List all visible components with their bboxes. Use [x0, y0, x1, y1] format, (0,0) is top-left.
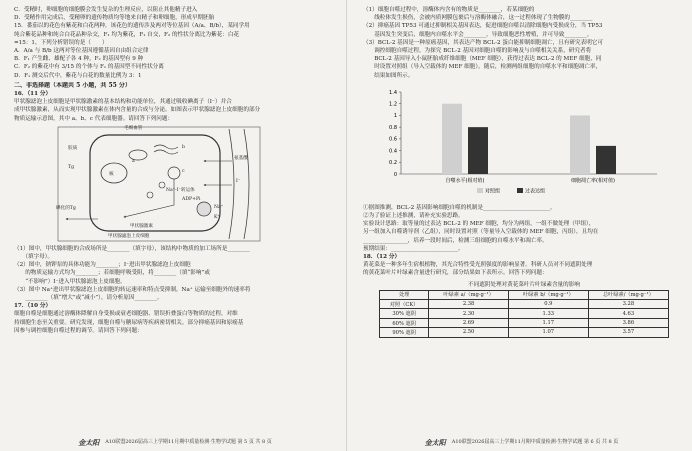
text-line: 黄花菜是一种多年生宿根植物，其光合特性受光照强度的影响显著。科研人员对不同遮阴处理: [363, 262, 593, 269]
footer-text: A10联盟2026届高三上学期11月期中质量检测·生物学试题 第 6 页 共 8 页: [451, 439, 619, 445]
text-line: C．F₂ 的紫花中有 3/15 的个体与 F₁ 的基因型不同性状分离: [14, 64, 164, 71]
label-atp: ADP+Pi: [182, 196, 201, 202]
table-cell: 30% 遮阴: [380, 309, 429, 318]
text-line: （1）细胞自噬过程中，溶酶体内含有的物质是________，若某细胞的: [363, 7, 535, 13]
text-line: 持细胞生态至关重要。研究发现，细胞自噬与糖尿病等疾病密切相关。部分抑癌基因和原癌基: [14, 319, 244, 326]
chart-svg: [367, 82, 667, 202]
organelle-b: [154, 145, 178, 149]
table-cell: 2.69: [429, 318, 509, 327]
q16-questions: [14, 245, 336, 302]
table-row: [380, 309, 669, 318]
y-tick-label: 0.4: [389, 148, 397, 155]
text-line: 时设置对照组（导入空载体的 MEF 细胞），随后，检测两组细胞的自噬水平和细胞凋亡率，: [363, 64, 602, 71]
text-line: 因参与调控细胞自噬过程的调节。请回答下列问题：: [14, 327, 143, 334]
chlorophyll-table: [379, 280, 669, 338]
nucleus: [101, 163, 127, 183]
text-line: （2）图中，钠钾泵的具体功能为________；I⁻进出甲状腺滤泡上皮细胞: [14, 262, 191, 269]
q15-block: [14, 6, 336, 80]
left-footer: [14, 438, 336, 448]
text-line: D．受精作用完成后，受精卵的遗传物质均等地来自精子和卵细胞，形成早期胚胎: [14, 15, 215, 22]
text-line: =15：1，下列分析错误的是（ ）: [14, 39, 108, 46]
label-thyroid-cell: 甲状腺滤泡上皮细胞: [108, 233, 150, 239]
table-cell: 1.17: [508, 318, 588, 327]
legend-swatch: [477, 188, 483, 193]
text-line: BCL-2 基因导入小鼠胚胎成纤维细胞（MEF 细胞），获得过表达 BCL-2 的 MEF 细胞，同: [363, 56, 602, 63]
label-hormone: 甲状腺激素: [130, 223, 153, 229]
label-na: Na⁺: [214, 204, 224, 210]
table-cell: 3.28: [588, 300, 668, 309]
q17-part3-questions: [363, 204, 682, 253]
text-line: 的黄花菜叶片叶绿素含量进行研究，部分结果如下表所示。回答下列问题：: [363, 270, 548, 277]
text-line: 15．番茄以的花色有紫花和白花两种，该花色的遗传涉及两对等位基因（A/a、B/b），某同学用: [14, 23, 250, 30]
right-footer: [361, 438, 682, 448]
label-tg-iodine: 碘化的Tg: [56, 205, 76, 211]
legend-label: 对照组: [485, 188, 501, 195]
text-line: ________________，培养一段时间后，检测三组细胞的自噬水平和凋亡率。: [363, 237, 548, 244]
thyroid-cell-diagram: [54, 125, 264, 243]
label-b: b: [182, 144, 185, 150]
label-nucleus: 核: [109, 171, 114, 177]
text-line: ________（填“增大”或“减小”），请分析原因________。: [14, 295, 163, 302]
text-line: 结果如图所示。: [363, 72, 414, 79]
table-cell: 对照（CK）: [380, 300, 429, 309]
table-cell: 60% 遮阴: [380, 318, 429, 327]
text-line: 另一组加入自噬诱导剂（乙组），同时设置对照（等量导入空载体的 MEF 细胞，丙组），且均在: [363, 229, 599, 236]
legend-swatch: [517, 188, 523, 193]
text-line: D．F₁ 测交后代中，紫花与白花的数量比例为 3：1: [14, 72, 142, 79]
table-cell: 1.33: [508, 309, 588, 318]
label-a: a: [132, 158, 135, 164]
text-line: （填字母）。: [14, 254, 54, 261]
y-tick-label: 0.2: [389, 159, 397, 166]
table-cell: 4.63: [588, 309, 668, 318]
label-c: c: [182, 168, 185, 174]
text-line: （1）图中，甲状腺细胞的合成场所是________（填字母），该结构中物质的加工场所是________: [14, 245, 250, 252]
label-nak: Na⁺-I⁻转运体: [166, 187, 195, 193]
table-cell: 2.38: [429, 300, 509, 309]
x-category-label: 细胞凋亡率(相对值): [571, 177, 615, 184]
bar-0-0: [442, 104, 462, 174]
table-row: [380, 300, 669, 309]
bar-1-0: [468, 127, 488, 174]
label-iodine: I⁻: [236, 178, 241, 184]
right-page: [346, 0, 692, 451]
text-line: 甲状腺滤泡上皮细胞是甲状腺激素的基本结构和功能单位，其通过吸收碘离子（I⁻）并合: [14, 99, 232, 106]
label-capillary: 毛细血管: [124, 125, 143, 131]
table-row: [380, 328, 669, 337]
q17-subquestions: [363, 6, 682, 39]
text-line: 实验设计思路：取等量的过表达 BCL-2 的 MEF 细胞，均分为两组，一组不做处理（甲组），: [363, 221, 595, 228]
brand-logo: 金太阳: [78, 438, 100, 447]
q17-heading: 17．（10 分）: [14, 303, 52, 310]
y-tick-label: 1: [393, 113, 397, 120]
q18-intro: [363, 261, 682, 277]
q18-heading: 18．（12 分）: [363, 254, 401, 261]
table-cell: 3.86: [588, 318, 668, 327]
epithelial-cell: [90, 135, 220, 231]
x-category-label: 自噬水平(相对值): [445, 177, 485, 184]
text-line: 线粒体发生损伤，会被内质网膜包裹后与溶酶体融合，这一过程体现了生物膜的________: [363, 15, 593, 22]
table-header-cell: 总叶绿素/（mg·g⁻¹）: [588, 290, 668, 299]
text-line: （2）抑癌基因 TP53 可通过抑制相关基因表达，促进细胞自噬以清除细胞内受损成分，当 TP53: [363, 23, 603, 30]
label-amino-acid: 氨基酸: [234, 155, 248, 161]
text-line: ①据图推测，BCL-2 基因影响细胞自噬的机制是________________________。: [363, 204, 556, 211]
y-tick-label: 1.4: [389, 89, 397, 96]
y-tick-label: 0.6: [389, 136, 397, 143]
text-line: ②为了验证上述推测，请补充实验思路。: [363, 213, 464, 220]
text-line: 成甲状腺激素，从而实现甲状腺激素在体内含量的合成与分泌。如图表示甲状腺滤泡上皮细胞的部分: [14, 107, 261, 114]
table-cell: 90% 遮阴: [380, 328, 429, 337]
q17-part3-intro: [363, 39, 682, 80]
table-cell: 3.57: [588, 328, 668, 337]
table-cell: 2.50: [429, 328, 509, 337]
table-header-cell: 处理: [380, 290, 429, 299]
text-line: 物质运输示意图，其中 a、b、c 代表细胞器。请回答下列问题：: [14, 115, 174, 122]
text-line: 调控细胞自噬过程。为探究 BCL-2 基因对细胞自噬的影响及与自噬相关关系，研究者将: [363, 48, 592, 55]
y-tick-label: 0: [393, 171, 397, 178]
label-k: K⁺: [214, 214, 220, 220]
table-header-cell: 叶绿素 b/（mg·g⁻¹）: [508, 290, 588, 299]
bcl2-bar-chart: [367, 82, 667, 202]
q16-intro: [14, 98, 336, 123]
text-line: 基因发生突变后，细胞内自噬水平会________，导致细胞恶性增殖，并可导致________。: [363, 31, 593, 38]
text-line: （3）BCL-2 基因是一种原癌基因，其表达产物 BCL-2 蛋白能抑制细胞凋亡，且有研究表明它可: [363, 39, 603, 46]
table-cell: 2.30: [429, 309, 509, 318]
na-k-pump: [197, 202, 211, 216]
footer-text: A10联盟2026届高三上学期11月期中质量检测·生物学试题 第 5 页 共 8 页: [105, 439, 272, 445]
text-line: “不影响”）I⁻进入甲状腺滤泡上皮细胞。: [14, 278, 126, 285]
bar-1-1: [596, 146, 616, 174]
text-line: C．受精时，卵细胞的细胞膜会发生复杂的生理反应，以阻止其他精子进入: [14, 7, 198, 13]
q17-intro: [14, 310, 336, 335]
table-caption: 不同遮阴处理对黄花菜叶片叶绿素含量的影响: [468, 281, 580, 288]
text-line: （3）图中 Na⁺进出甲状腺滤泡上皮细胞的转运速率和特点受抑制，Na⁺ 运输至细胞外的速率将: [14, 286, 251, 293]
text-line: A．A/a 与 B/b 这两对等位基因遵循基因自由组合定律: [14, 48, 149, 55]
table-row: [380, 318, 669, 327]
table-cell: 0.9: [508, 300, 588, 309]
table-header-row: [380, 290, 669, 299]
bar-0-1: [570, 115, 590, 174]
q16-heading: 16．（11 分）: [14, 91, 52, 98]
y-tick-label: 0.8: [389, 124, 397, 131]
table-header-cell: 叶绿素 a/（mg·g⁻¹）: [429, 290, 509, 299]
label-colloid: 胶质: [68, 145, 78, 151]
capillary-wall: [229, 129, 234, 239]
organelle-c: [168, 167, 180, 179]
text-line: B．F₁ 产生雌、雄配子各 4 种，F₂ 的基因型有 9 种: [14, 56, 144, 63]
label-tg: Tg: [68, 164, 75, 170]
table-cell: 1.07: [508, 328, 588, 337]
text-line: 的物质运输方式均为________；若细胞呼吸受阻，将________（填“影响”或: [14, 270, 210, 277]
text-line: 预期结果：________________________。: [363, 245, 464, 252]
text-line: 纯合紫花品种和纯合白花品种杂交，F₁ 均为紫花，F₁ 自交，F₂ 的性状分离比为紫花：白花: [14, 31, 240, 38]
text-line: 细胞自噬是细胞通过溶酶体降解自身受损或衰老细胞器、错误折叠蛋白等物质的过程，对维: [14, 311, 238, 318]
section-title: 二、非选择题（本题共 5 小题，共 55 分）: [14, 81, 131, 89]
y-tick-label: 1.2: [389, 101, 397, 108]
legend-label: 过表达组: [525, 188, 546, 195]
brand-logo: 金太阳: [424, 438, 446, 447]
